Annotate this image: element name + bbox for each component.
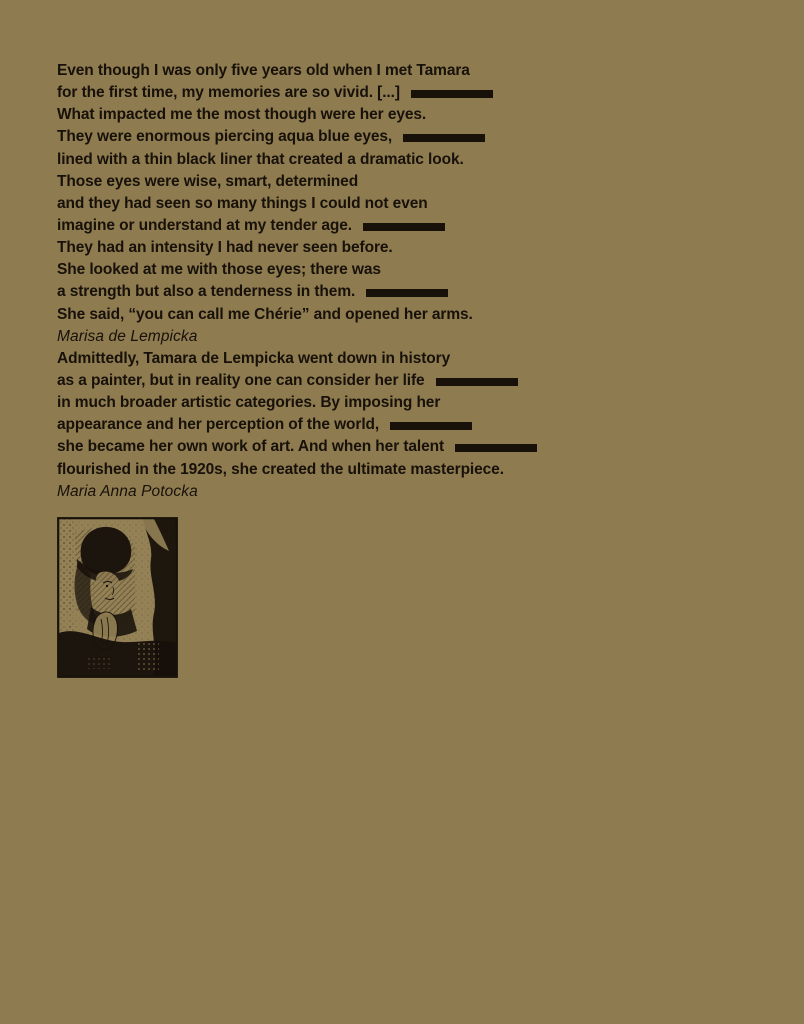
quote-line	[57, 392, 537, 414]
line-text: as a painter, but in reality one can consider her life	[57, 372, 425, 390]
line-text: and they had seen so many things I could not even	[57, 194, 428, 212]
line-text: Even though I was only five years old when I met Tamara	[57, 62, 470, 80]
quote-line	[57, 459, 537, 481]
quote-line	[57, 348, 537, 370]
line-text: Those eyes were wise, smart, determined	[57, 172, 359, 190]
quote-line	[57, 149, 537, 171]
line-text: They had an intensity I had never seen before.	[57, 239, 393, 257]
line-text: What impacted me the most though were her eyes.	[57, 106, 427, 124]
line-text: lined with a thin black liner that created a dramatic look.	[57, 150, 464, 168]
redaction-bar	[403, 134, 485, 142]
line-text: Marisa de Lempicka	[57, 327, 198, 345]
line-text: for the first time, my memories are so vivid. [...]	[57, 84, 400, 102]
quote-line	[57, 126, 537, 148]
redaction-bar	[455, 444, 537, 452]
quote-line	[57, 281, 537, 303]
line-text: she became her own work of art. And when her talent	[57, 438, 445, 456]
redaction-bar	[363, 223, 445, 231]
line-text: appearance and her perception of the world,	[57, 416, 380, 434]
line-text: flourished in the 1920s, she created the ultimate masterpiece.	[57, 460, 504, 478]
quote-line	[57, 414, 537, 436]
quote-line	[57, 304, 537, 326]
redaction-bar	[411, 90, 493, 98]
line-text: a strength but also a tenderness in them.	[57, 283, 356, 301]
line-text: imagine or understand at my tender age.	[57, 217, 352, 235]
quote-line	[57, 259, 537, 281]
quote-line	[57, 104, 537, 126]
attribution-line	[57, 326, 537, 348]
quote-line	[57, 171, 537, 193]
text-block	[57, 60, 537, 503]
quote-line	[57, 370, 537, 392]
quote-line	[57, 82, 537, 104]
redaction-bar	[436, 378, 518, 386]
portrait-image	[57, 517, 178, 678]
line-text: She said, “you can call me Chérie” and opened her arms.	[57, 305, 473, 323]
line-text: They were enormous piercing aqua blue eyes,	[57, 128, 393, 146]
line-text: in much broader artistic categories. By imposing her	[57, 394, 441, 412]
line-text: She looked at me with those eyes; there was	[57, 261, 381, 279]
line-text: Maria Anna Potocka	[57, 482, 198, 500]
quote-line	[57, 237, 537, 259]
quote-line	[57, 436, 537, 458]
quote-line	[57, 215, 537, 237]
redaction-bar	[390, 422, 472, 430]
line-text: Admittedly, Tamara de Lempicka went down in history	[57, 349, 451, 367]
quote-line	[57, 60, 537, 82]
tamara-portrait-illustration	[57, 517, 178, 678]
quote-line	[57, 193, 537, 215]
attribution-line	[57, 481, 537, 503]
redaction-bar	[366, 289, 448, 297]
